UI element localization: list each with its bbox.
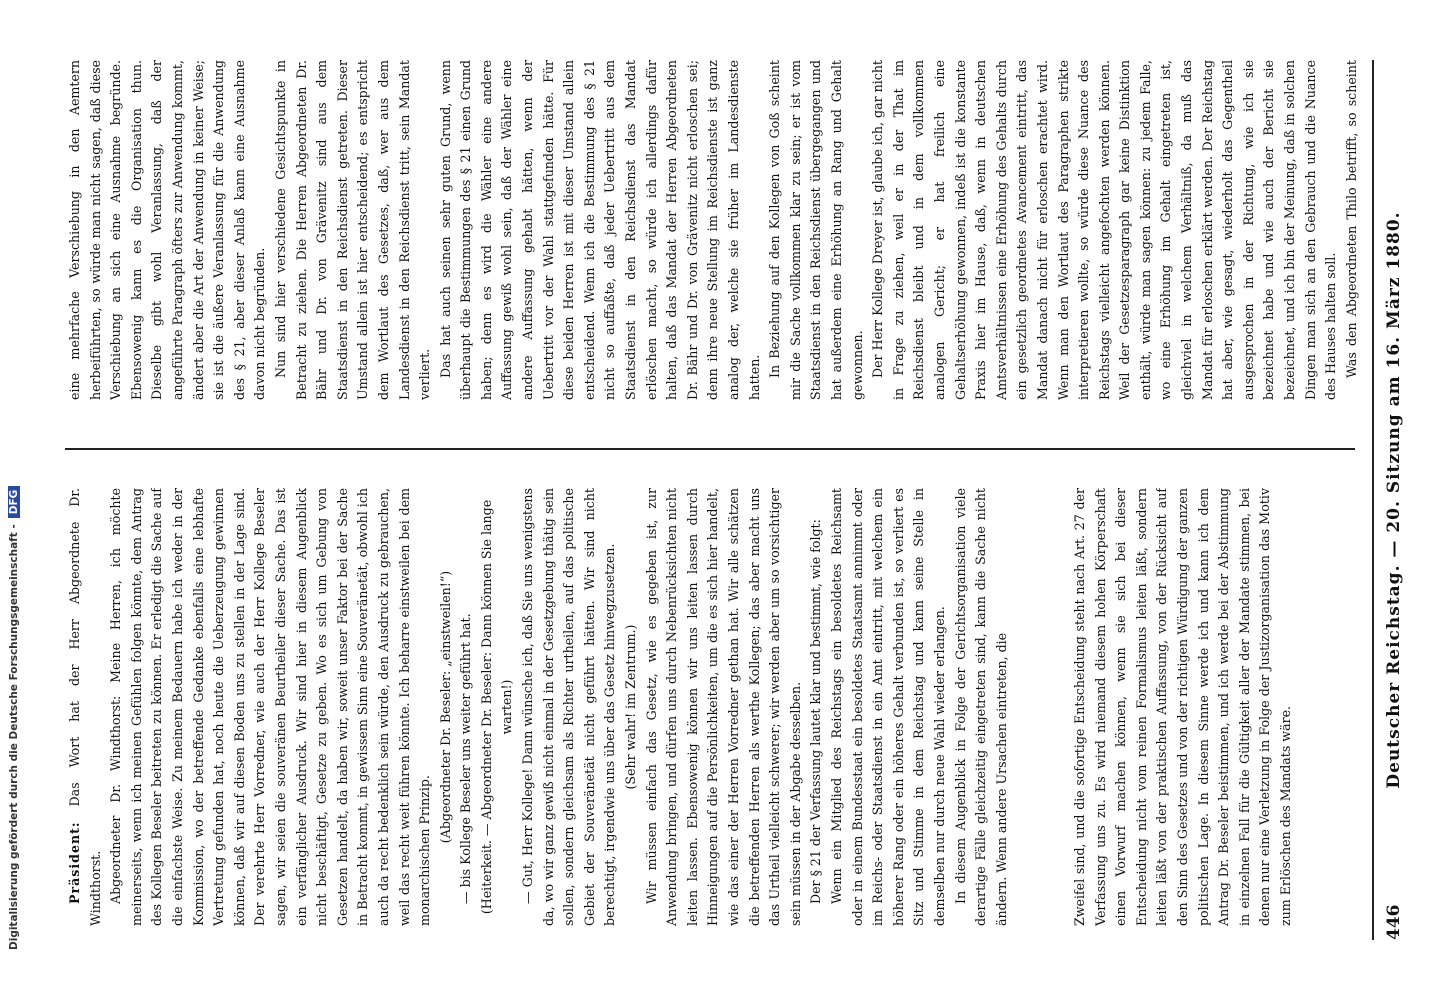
header-rule <box>1372 60 1374 940</box>
paragraph: Wir müssen einfach das Gesetz, wie es gegeben ist, zur Anwendung bringen, und dürfen uns durch Nebenrücksichten nicht leiten lassen. Ebensowenig können wir uns leiten lassen durch Hinneigungen auf die Persönlichkeiten, um die es sich hier handelt, wie das einer der Herren Vorredner gethan hat. Wir alle schätzen die betreffenden Herren als werthe Kollegen; das aber macht uns das Urtheil vielleicht schwerer; wir werden aber um so vorsichtiger sein müssen in der Abgabe desselben. <box>643 488 803 926</box>
paragraph: Abgeordneter Dr. Windthorst: Meine Herren, ich möchte meinerseits, wenn ich meinen Gefühlen folgen könnte, dem Antrag des Kollegen Beseler beitreten zu können. Er erledigt die Sache auf die einfachste Weise. Zu meinem Bedauern habe ich weder in der Kommission, wo der betreffende Gedanke ebenfalls eine lebhafte Vertretung gefunden hat, noch heute die Ueberzeugung gewinnen können, daß wir auf diesen Boden uns zu stellen in der Lage sind. Der verehrte Herr Vorredner, wie auch der Herr Kollege Beseler sagen, wir seien die souveränen Beurtheiler dieser Sache. Das ist ein verfänglicher Ausdruck. Wir sind hier in diesem Augenblick nicht beschäftigt, Gesetze zu geben. Wo es sich um Gebung von Gesetzen handelt, da haben wir, soweit unser Faktor bei der Sache in Betracht kommt, in gewissem Sinn eine Souveränetät, obwohl ich auch da recht bedenklich sein würde, den Ausdruck zu gebrauchen, weil das recht weit führen könnte. Ich beharre einstweilen bei dem monarchischen Prinzip. <box>108 488 433 926</box>
speaker-line <box>65 488 106 926</box>
paragraph: In diesem Augenblick in Folge der Gerichtsorganisation viele derartige Fälle gleichzeitig eingetreten sind, kann die Sache nicht ändern. Wenn andere Ursachen eintreten, die <box>952 488 1009 926</box>
interjection: (Abgeordneter Dr. Beseler: „einstweilen!“) <box>437 570 453 844</box>
interjection: (Sehr wahr! im Zentrum.) <box>623 624 639 790</box>
running-title: Deutscher Reichstag. — 20. Sitzung am 16. März 1880. <box>1384 211 1404 789</box>
dfg-badge: DFG <box>8 486 20 519</box>
interjection: (Heiterkeit. — Abgeordneter Dr. Beseler: Dann können Sie lange warten!) <box>478 499 515 915</box>
paragraph: Der § 21 der Verfassung lautet klar und bestimmt, wie folgt: <box>808 519 824 904</box>
credit-text: Digitalisierung gefördert durch die Deutsche Forschungsgemeinschaft - <box>8 524 20 950</box>
paragraph: Das Wort hat der Herr Abgeordnete Dr. Windthorst. <box>67 488 103 926</box>
paragraph: — Gut, Herr Kollege! Dann wünsche ich, daß Sie uns wenigstens da, wo wir ganz gewiß nicht einmal in der Gesetzgebung thätig sein sollen, sondern gleichsam als Richter urtheilen, auf das politische Gebiet der Souveränetät nicht geführt hätten. Wir sind nicht berechtigt, irgendwie uns über das Gesetz hinwegzusetzen. <box>520 488 618 926</box>
digitization-credit <box>8 50 28 950</box>
left-column-bottom <box>65 488 1050 926</box>
column-rule <box>65 449 1355 451</box>
paragraph: — bis Kollege Beseler uns weiter geführt hat. <box>458 613 474 904</box>
paragraph: Was den Abgeordneten Thilo betrifft, so scheint <box>1343 60 1359 378</box>
quoted-law: Wenn ein Mitglied des Reichstags ein besoldetes Reichsamt oder in einem Bundesstaat ein besoldetes Staatsamt annimmt oder im Reichs- oder Staatsdienst in ein Amt eintritt, mit welchem ein höherer Rang oder ein höheres Gehalt verbunden ist, so verliert es Sitz und Stimme in dem Reichstag und kann seine Stelle in demselben nur durch neue Wahl wieder erlangen. <box>828 488 947 926</box>
paragraph: Das hat auch seinen sehr guten Grund, wenn überhaupt die Bestimmungen des § 21 einen Grund haben; denn es wird die Wähler eine andere Auffassung gewiß wohl sein, daß der Wähler eine andere Auffassung gehabt hätten, wenn der Uebertritt vor der Wahl stattgefunden hätte. Für diese beiden Herren ist mit dieser Umstand allein entscheidend. Wenn ich die Bestimmung des § 21 nicht so auffaßte, daß jeder Uebertritt aus dem Staatsdienst in den Reichsdienst das Mandat erlöschen macht, so würde ich allerdings dafür halten, daß das Mandat der Herren Abgeordneten Dr. Bähr und Dr. von Grävenitz nicht erloschen sei; denn ihre neue Stellung im Reichsdienste ist ganz analog der, welche sie früher im Landesdienste hatten. <box>437 60 762 400</box>
paragraph: eine mehrfache Verschiebung in den Aemtern herbeiführten, so würde man nicht sagen, daß diese Verschiebung an sich eine Ausnahme begründe. Ebensowenig kann es die Organisation thun. Dieselbe gibt wohl Veranlassung, daß der angeführte Paragraph öfters zur Anwendung kommt, ändert aber die Art der Anwendung in keiner Weise; sie ist die äußere Veranlassung für die Anwendung des § 21, aber dieser Anlaß kann eine Ausnahme davon nicht begründen. <box>67 60 268 400</box>
page-number: 446 <box>1384 904 1404 940</box>
paragraph: Zweifel sind, und die sofortige Entscheidung steht nach Art. 27 der Verfassung uns zu. Es wird niemand diesem hohen Körperschaft einen Vorwurf machen können, wenn sie sich bei dieser Entscheidung nicht vom reinen Formalismus leiten läßt, sondern leiten läßt von der praktischen Auffassung, von der Rücksicht auf den Sinn des Gesetzes und von der richtigen Würdigung der ganzen politischen Lage. In diesem Sinne werde ich und kann ich dem Antrag Dr. Beseler beistimmen, und ich werde bei der Abstimmung in einzelnen Fall für die Gültigkeit aller der Mandate stimmen, bei denen nur eine Verletzung in Folge der Justizorganisation das Motiv zum Erlöschen des Mandats wäre. <box>1072 488 1293 926</box>
paragraph: Der Herr Kollege Dreyer ist, glaube ich, gar nicht in Frage zu ziehen, weil er in der That im Reichsdienst bleibt und in dem vollkommen analogen Gericht; er hat freilich eine Gehaltserhöhung gewonnen, indeß ist die konstante Praxis hier im Hause, daß, wenn in deutschen Amtsverhältnissen eine Erhöhung des Gehalts durch ein gesetzlich geordnetes Avancement eintritt, das Mandat danach nicht für erloschen erachtet wird. Wenn man den Wortlaut des Paragraphen strikte interpretieren wollte, so würde diese Nuance des Reichstags vielleicht angefochten werden können. Weil der Gesetzesparagraph gar keine Distinktion enthält, würde man sagen können: zu jedem Falle, wo eine Erhöhung im Gehalt eingetreten ist, gleichviel in welchem Verhältniß, da muß das Mandat für erloschen erklärt werden. Der Reichstag hat aber, wie gesagt, wiederholt das Gegentheil ausgesprochen in der Richtung, wie ich sie bezeichnet habe und wie auch der Bericht sie bezeichnet, und ich bin der Meinung, daß in solchen Dingen man sich an den Gebrauch und die Nuance des Hauses halten soll. <box>870 60 1339 400</box>
right-column <box>65 60 1365 400</box>
speaker-label: Präsident: <box>67 821 82 904</box>
paragraph: In Beziehung auf den Kollegen von Goß scheint mir die Sache vollkommen klar zu sein; er ist vom Staatsdienst in den Reichsdienst übergegangen und hat außerdem eine Erhöhung an Rang und Gehalt gewonnen. <box>767 60 865 400</box>
running-header <box>1378 60 1418 940</box>
left-column-top <box>1070 488 1370 926</box>
paragraph: Nun sind hier verschiedene Gesichtspunkte in Betracht zu ziehen. Die Herren Abgeordneten Dr. Bähr und Dr. von Grävenitz sind aus dem Staatsdienst in den Reichsdienst getreten. Dieser Umstand allein ist hier entscheidend; es entspricht dem Wortlaut des Gesetzes, daß, wer aus dem Landesdienst in den Reichsdienst tritt, sein Mandat verliert. <box>272 60 433 400</box>
